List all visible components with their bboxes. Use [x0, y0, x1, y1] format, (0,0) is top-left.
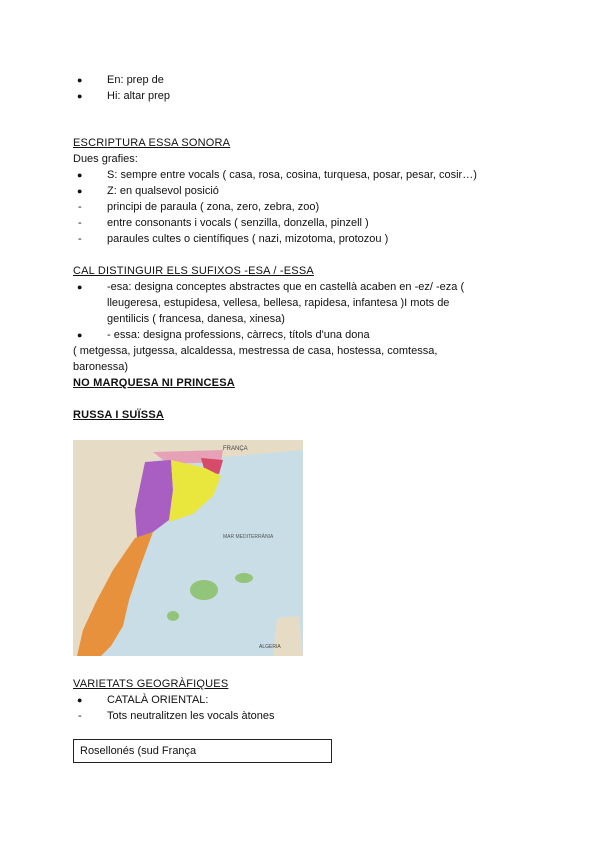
list-item: ● S: sempre entre vocals ( casa, rosa, cosina, turquesa, posar, pesar, cosir…): [73, 167, 523, 183]
varietats-list: [73, 692, 523, 724]
map-island-menorca: [235, 573, 253, 583]
list-item-line: lleugeresa, estupidesa, vellesa, bellesa, rapidesa, infantesa )I mots de: [107, 297, 450, 309]
intro-text: Dues grafies:: [73, 153, 138, 165]
top-list: [73, 72, 523, 104]
list-item: ● CATALÀ ORIENTAL:: [73, 692, 523, 708]
grafies-list: [73, 167, 523, 247]
text-box: [73, 739, 332, 763]
note-heading: NO MARQUESA NI PRINCESA: [73, 377, 235, 389]
list-item: [73, 279, 533, 327]
map-island-mallorca: [190, 580, 218, 600]
paragraph-line: baronessa): [73, 361, 129, 373]
russa-heading: RUSSA I SUÏSSA: [73, 409, 165, 421]
section-heading: ESCRIPTURA ESSA SONORA: [73, 137, 231, 149]
list-item: - entre consonants i vocals ( senzilla, donzella, pinzell ): [73, 215, 523, 231]
list-item: - paraules cultes o científiques ( nazi, mizotoma, protozou ): [73, 231, 523, 247]
map-graphic: [73, 440, 303, 656]
map-label-sea: MAR MEDITERRÀNIA: [223, 534, 274, 540]
sufixos-list: [73, 279, 533, 343]
section-heading: VARIETATS GEOGRÀFIQUES: [73, 678, 229, 690]
list-item: - Tots neutralitzen les vocals àtones: [73, 708, 523, 724]
section-escriptura: [73, 135, 523, 247]
section-heading: CAL DISTINGUIR ELS SUFIXOS -ESA / -ESSA: [73, 265, 314, 277]
list-item: ● - essa: designa professions, càrrecs, títols d'una dona: [73, 327, 533, 343]
map-label-algeria: ALGERIA: [259, 644, 281, 650]
section-sufixos: [73, 263, 533, 391]
map-land-east: [273, 616, 303, 656]
list-item: ● En: prep de: [73, 72, 523, 88]
section-varietats: [73, 676, 523, 724]
list-item-line: ● -esa: designa conceptes abstractes que en castellà acaben en -ez/ -eza (: [107, 281, 465, 293]
paragraph-line: ( metgessa, jutgessa, alcaldessa, mestressa de casa, hostessa, comtessa,: [73, 345, 438, 357]
catalan-dialects-map: [73, 440, 303, 656]
map-label-france: FRANÇA: [223, 446, 248, 452]
list-item-line: gentilicis ( francesa, danesa, xinesa): [107, 313, 285, 325]
map-island-eivissa: [167, 611, 179, 621]
list-item: ● Hi: altar prep: [73, 88, 523, 104]
list-item: - principi de paraula ( zona, zero, zebra, zoo): [73, 199, 523, 215]
list-item: ● Z: en qualsevol posició: [73, 183, 523, 199]
text-box-content: Rosellonés (sud França: [80, 745, 197, 757]
